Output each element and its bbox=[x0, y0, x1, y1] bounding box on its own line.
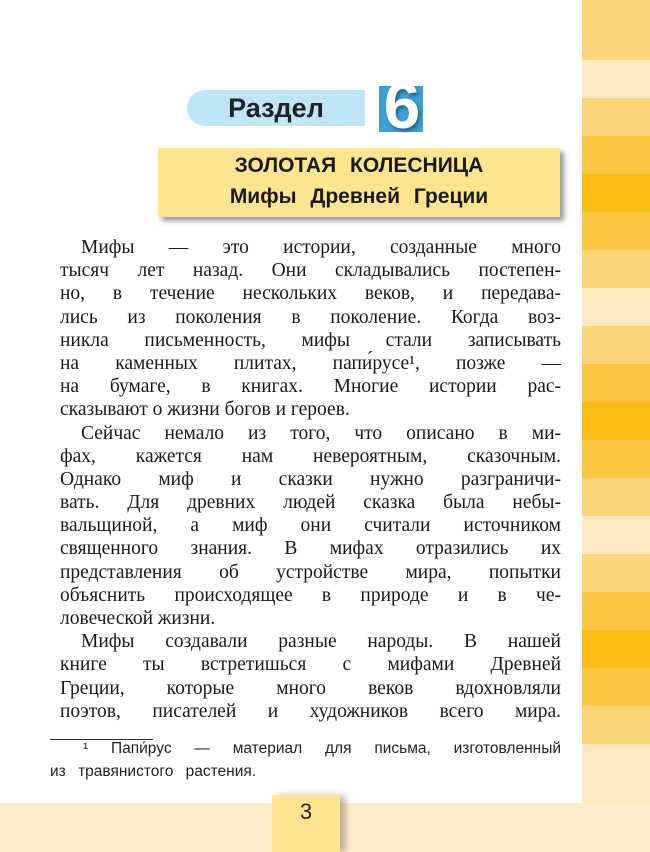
text-line: объяснить происходящее в природе и в че- bbox=[60, 584, 561, 606]
paragraph bbox=[60, 630, 561, 723]
text-line: священного знания. В мифах отразились их bbox=[60, 538, 561, 560]
text-line: фах, кажется нам невероятным, сказочным. bbox=[60, 445, 561, 467]
text-line: книге ты встретишься с мифами Древней bbox=[60, 654, 561, 676]
page-number: 3 bbox=[272, 795, 340, 852]
text-line: Однако миф и сказки нужно разграничи- bbox=[60, 468, 561, 490]
text-line: на бумаге, в книгах. Многие истории рас- bbox=[60, 376, 561, 398]
text-line: на каменных плитах, папи́русе¹, позже — bbox=[60, 352, 561, 374]
title-box bbox=[158, 148, 560, 217]
text-line: ловеческой жизни. bbox=[60, 608, 216, 629]
text-line: вать. Для древних людей сказка была небы- bbox=[60, 492, 561, 514]
text-line: поэтов, писателей и художников всего мира. bbox=[60, 700, 561, 722]
footnote-line: из травянистого растения. bbox=[50, 763, 257, 780]
text-line: но, в течение нескольких веков, и передава- bbox=[60, 283, 561, 305]
text-line: тысяч лет назад. Они складывались постепен- bbox=[60, 260, 561, 282]
text-line: Мифы — это истории, созданные много bbox=[81, 237, 561, 258]
footnote-line: ¹ Папи́рус — материал для письма, изготовленный bbox=[83, 740, 561, 757]
text-line: Мифы создавали разные народы. В нашей bbox=[81, 631, 561, 653]
text-line: Греции, которые много веков вдохновляли bbox=[60, 677, 561, 699]
section-subtitle: Мифы Древней Греции bbox=[229, 185, 489, 208]
text-line: Сейчас немало из того, что описано в ми- bbox=[81, 422, 561, 444]
section-number: 6 bbox=[383, 68, 421, 142]
paragraph bbox=[60, 422, 561, 631]
footnote bbox=[50, 737, 561, 783]
text-line: представления об устройстве мира, попытки bbox=[60, 561, 561, 583]
section-label: Раздел bbox=[187, 90, 365, 126]
text-line: никла письменность, мифы стали записывать bbox=[60, 329, 561, 351]
section-title: ЗОЛОТАЯ КОЛЕСНИЦА bbox=[234, 154, 484, 177]
text-line: сказывают о жизни богов и героев. bbox=[60, 399, 350, 421]
body-text bbox=[60, 236, 561, 723]
decorative-color-stripe bbox=[582, 0, 650, 803]
text-line: лись из поколения в поколение. Когда воз- bbox=[60, 306, 561, 328]
paragraph bbox=[60, 236, 561, 422]
text-line: вальщиной, а миф они считали источником bbox=[60, 515, 561, 537]
